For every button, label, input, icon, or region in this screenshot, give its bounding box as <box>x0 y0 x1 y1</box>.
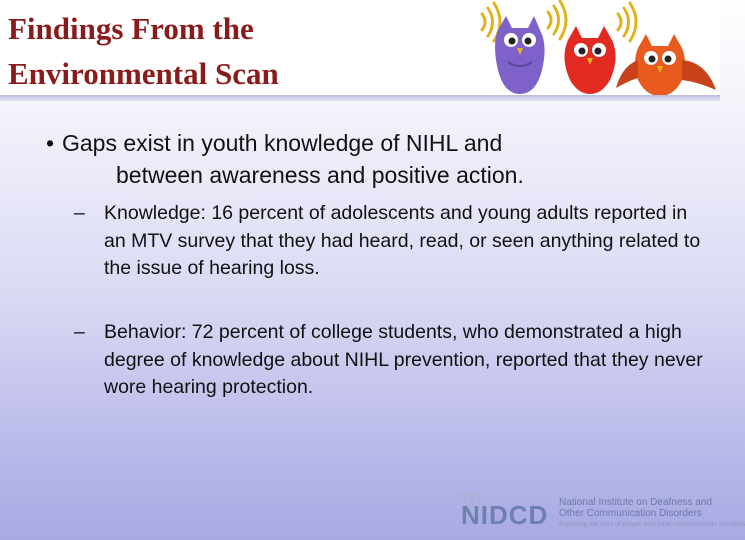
sub-bullet-dash: – <box>74 321 85 343</box>
main-bullet-line-1: Gaps exist in youth knowledge of NIHL and <box>62 130 503 156</box>
sub-bullet-dash: – <box>74 202 85 224</box>
sub-bullet-text: Knowledge: 16 percent of adolescents and young adults reported in an MTV survey that they had heard, read, or seen anything related to the issue of hearing loss. <box>104 202 701 279</box>
slide-title: Findings From the Environmental Scan <box>8 11 279 91</box>
owl-purple-icon <box>495 16 545 94</box>
sub-bullet-text: Behavior: 72 percent of college students, who demonstrated a high degree of knowledge about NIHL prevention, reported that they never wore hearing protection. <box>104 321 703 398</box>
logo-tagline: Improving the lives of people who have communication disorders <box>559 521 745 528</box>
bullet-dot: • <box>46 130 55 156</box>
nidcd-logo <box>455 488 745 536</box>
owl-red-icon <box>564 26 615 94</box>
logo-acronym: NIDCD <box>461 500 549 530</box>
logo-institute-name: National Institute on Deafness and Other Communication Disorders <box>559 497 712 519</box>
slide-header <box>0 0 720 100</box>
main-bullet-line-2: between awareness and positive action. <box>116 162 524 188</box>
header-divider <box>0 95 720 101</box>
owl-illustration <box>470 0 720 100</box>
owl-orange-icon <box>616 34 716 96</box>
